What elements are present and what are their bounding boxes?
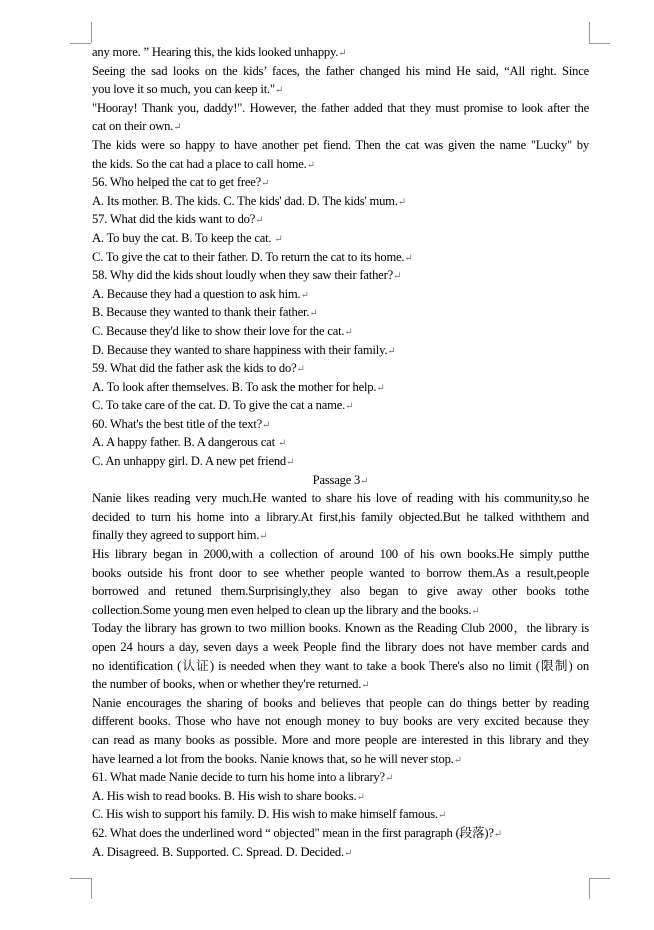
line-text: no identification (认证) is needed when they want to take a book There's also no limit (限制) on bbox=[92, 658, 589, 673]
line-text: Nanie likes reading very much.He wanted to share his love of reading with his community,so he bbox=[92, 491, 589, 506]
line-text: borrowed and retuned them.Surprisingly,they also began to give away other books tothe bbox=[92, 584, 589, 599]
paragraph-mark-icon: ↵ bbox=[392, 271, 402, 283]
paragraph-mark-icon: ↵ bbox=[173, 122, 182, 134]
paragraph-mark-icon: ↵ bbox=[360, 475, 369, 487]
paragraph-mark-icon: ↵ bbox=[397, 196, 406, 208]
text-line bbox=[92, 712, 589, 731]
line-text: B. Because they wanted to thank their father. bbox=[92, 305, 310, 320]
paragraph-mark-icon: ↵ bbox=[437, 810, 447, 822]
line-text: D. Because they wanted to share happiness with their family. bbox=[92, 342, 388, 357]
paragraph-mark-icon: ↵ bbox=[453, 754, 462, 766]
text-line bbox=[92, 582, 589, 601]
line-text: the number of books, when or whether they're returned. bbox=[92, 677, 362, 692]
paragraph-mark-icon: ↵ bbox=[286, 457, 295, 469]
paragraph-mark-icon: ↵ bbox=[343, 847, 353, 859]
paragraph-mark-icon: ↵ bbox=[493, 828, 502, 840]
text-line bbox=[92, 675, 589, 694]
line-text: C. To give the cat to their father. D. To return the cat to its home. bbox=[92, 249, 405, 264]
paragraph-mark-icon: ↵ bbox=[277, 438, 287, 450]
line-text: finally they agreed to support him. bbox=[92, 528, 260, 543]
paragraph-mark-icon: ↵ bbox=[309, 308, 318, 320]
paragraph-mark-icon: ↵ bbox=[255, 215, 264, 227]
text-line bbox=[92, 526, 589, 545]
text-line bbox=[92, 638, 589, 657]
line-text: can read as many books as possible. More and more people are interested in this library and they bbox=[92, 732, 589, 747]
text-line bbox=[92, 694, 589, 713]
line-text: 57. What did the kids want to do? bbox=[92, 212, 256, 227]
line-text: C. An unhappy girl. D. A new pet friend bbox=[92, 454, 287, 469]
paragraph-mark-icon: ↵ bbox=[356, 791, 365, 803]
line-text: A. A happy father. B. A dangerous cat bbox=[92, 435, 278, 450]
line-text: Nanie encourages the sharing of books and believes that people can do things better by reading bbox=[92, 695, 589, 710]
line-text: books outside his front door to see whether people wanted to borrow them.As a result,people bbox=[92, 565, 589, 580]
line-text: 56. Who helped the cat to get free? bbox=[92, 175, 262, 190]
text-line bbox=[92, 303, 589, 322]
line-text: A. To look after themselves. B. To ask the mother for help. bbox=[92, 379, 377, 394]
text-line bbox=[92, 843, 589, 862]
line-text: A. Its mother. B. The kids. C. The kids' dad. D. The kids' mum. bbox=[92, 193, 398, 208]
line-text: C. To take care of the cat. D. To give the cat a name. bbox=[92, 398, 346, 413]
paragraph-mark-icon: ↵ bbox=[376, 382, 385, 394]
paragraph-mark-icon: ↵ bbox=[300, 289, 309, 301]
text-line bbox=[92, 731, 589, 750]
paragraph-mark-icon: ↵ bbox=[274, 233, 283, 245]
text-line bbox=[92, 248, 589, 267]
text-line bbox=[92, 564, 589, 583]
text-line bbox=[92, 378, 589, 397]
text-line bbox=[92, 136, 589, 155]
paragraph-mark-icon: ↵ bbox=[384, 773, 394, 785]
text-line bbox=[92, 322, 589, 341]
line-text: 60. What's the best title of the text? bbox=[92, 416, 263, 431]
text-line bbox=[92, 266, 589, 285]
text-line bbox=[92, 341, 589, 360]
text-line bbox=[92, 210, 589, 229]
paragraph-mark-icon: ↵ bbox=[262, 419, 271, 431]
text-line bbox=[92, 805, 589, 824]
text-line bbox=[92, 768, 589, 787]
paragraph-mark-icon: ↵ bbox=[259, 531, 268, 543]
text-line bbox=[92, 601, 589, 620]
text-line bbox=[92, 471, 589, 490]
text-line bbox=[92, 43, 589, 62]
text-line bbox=[92, 359, 589, 378]
text-line bbox=[92, 62, 589, 81]
line-text: any more. ” Hearing this, the kids looked unhappy. bbox=[92, 45, 339, 59]
line-text: A. Because they had a question to ask him. bbox=[92, 286, 301, 301]
line-text: collection.Some young men even helped to clean up the library and the books. bbox=[92, 602, 472, 617]
line-text: 59. What did the father ask the kids to do? bbox=[92, 361, 297, 376]
text-line bbox=[92, 192, 589, 211]
text-line bbox=[92, 787, 589, 806]
line-text: A. To buy the cat. B. To keep the cat. bbox=[92, 230, 275, 245]
text-line bbox=[92, 173, 589, 192]
text-line bbox=[92, 155, 589, 174]
paragraph-mark-icon: ↵ bbox=[344, 326, 353, 338]
line-text: decided to turn his home into a library.At first,his family objected.But he talked withthem and bbox=[92, 509, 589, 524]
paragraph-mark-icon: ↵ bbox=[471, 605, 480, 617]
text-line bbox=[92, 80, 589, 99]
text-line bbox=[92, 285, 589, 304]
paragraph-mark-icon: ↵ bbox=[387, 345, 396, 357]
paragraph-mark-icon: ↵ bbox=[306, 159, 315, 171]
text-line bbox=[92, 489, 589, 508]
line-text: A. Disagreed. B. Supported. C. Spread. D. Decided. bbox=[92, 844, 344, 859]
text-line bbox=[92, 824, 589, 843]
text-line bbox=[92, 396, 589, 415]
paragraph-mark-icon: ↵ bbox=[338, 48, 347, 59]
paragraph-mark-icon: ↵ bbox=[345, 401, 354, 413]
line-text: C. Because they'd like to show their love for the cat. bbox=[92, 323, 345, 338]
line-text: C. His wish to support his family. D. His wish to make himself famous. bbox=[92, 807, 438, 822]
line-text: "Hooray! Thank you, daddy!". However, the father added that they must promise to look after the bbox=[92, 100, 589, 115]
line-text: the kids. So the cat had a place to call home. bbox=[92, 156, 307, 171]
text-line bbox=[92, 433, 589, 452]
line-text: 61. What made Nanie decide to turn his home into a library? bbox=[92, 770, 385, 785]
text-line bbox=[92, 229, 589, 248]
paragraph-mark-icon: ↵ bbox=[261, 178, 270, 190]
paragraph-mark-icon: ↵ bbox=[274, 85, 284, 97]
line-text: Seeing the sad looks on the kids’ faces, the father changed his mind He said, “All right. Since bbox=[92, 63, 589, 78]
line-text: Today the library has grown to two million books. Known as the Reading Club 2000，the library is bbox=[92, 621, 589, 636]
line-text: 62. What does the underlined word “ objected" mean in the first paragraph (段落)? bbox=[92, 825, 494, 840]
text-line bbox=[92, 750, 589, 769]
line-text: The kids were so happy to have another pet fiend. Then the cat was given the name "Lucky" by bbox=[92, 137, 589, 152]
paragraph-mark-icon: ↵ bbox=[296, 364, 305, 376]
text-line bbox=[92, 508, 589, 527]
line-text: open 24 hours a day, seven days a week People find the library does not have member cards and bbox=[92, 640, 589, 654]
text-line bbox=[92, 415, 589, 434]
document-body bbox=[92, 43, 589, 861]
line-text: different books. Those who have not enough money to buy books are very excited because they bbox=[92, 714, 589, 729]
text-line bbox=[92, 452, 589, 471]
paragraph-mark-icon: ↵ bbox=[404, 252, 413, 264]
line-text: 58. Why did the kids shout loudly when they saw their father? bbox=[92, 268, 393, 283]
text-line bbox=[92, 117, 589, 136]
text-line bbox=[92, 619, 589, 638]
line-text: His library began in 2000,with a collection of around 100 of his own books.He simply putthe bbox=[92, 547, 589, 562]
line-text: you love it so much, you can keep it." bbox=[92, 82, 275, 97]
text-line bbox=[92, 545, 589, 564]
text-line bbox=[92, 99, 589, 118]
text-line bbox=[92, 657, 589, 676]
line-text: cat on their own. bbox=[92, 119, 174, 134]
line-text: A. His wish to read books. B. His wish to share books. bbox=[92, 788, 357, 803]
line-text: have learned a lot from the books. Nanie knows that, so he will never stop. bbox=[92, 751, 454, 766]
paragraph-mark-icon: ↵ bbox=[361, 680, 370, 692]
line-text: Passage 3 bbox=[312, 472, 361, 487]
